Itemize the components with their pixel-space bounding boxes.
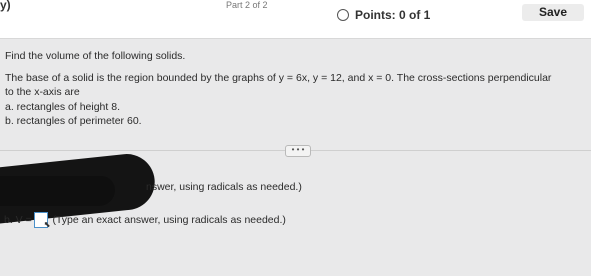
problem-text-line1: The base of a solid is the region bounded by the graphs of y = 6x, y = 12, and x = 0. The cross-sections perpendicular	[5, 72, 552, 84]
problem-text-line2: to the x-axis are	[5, 86, 80, 98]
progress-ring-icon	[337, 9, 349, 21]
points-label: Points: 0 of 1	[355, 8, 431, 22]
expand-button[interactable]: • • •	[285, 145, 311, 157]
question-number: y)	[0, 0, 11, 12]
part-b-description: b. rectangles of perimeter 60.	[5, 115, 142, 127]
points-indicator	[337, 8, 430, 22]
instruction-text: Find the volume of the following solids.	[5, 50, 186, 62]
answer-b-label: b. V =	[4, 213, 32, 226]
answer-a-hint: nswer, using radicals as needed.)	[146, 181, 302, 193]
save-button[interactable]: Save	[522, 4, 584, 21]
part-indicator: Part 2 of 2	[226, 0, 268, 10]
answer-b-hint: (Type an exact answer, using radicals as needed.)	[52, 213, 286, 226]
pointer-cursor-icon: ⬉	[43, 220, 51, 229]
finger-occlusion-shadow	[0, 176, 115, 206]
top-bar	[0, 0, 591, 39]
answer-b-row	[4, 210, 286, 229]
part-a-description: a. rectangles of height 8.	[5, 101, 120, 113]
